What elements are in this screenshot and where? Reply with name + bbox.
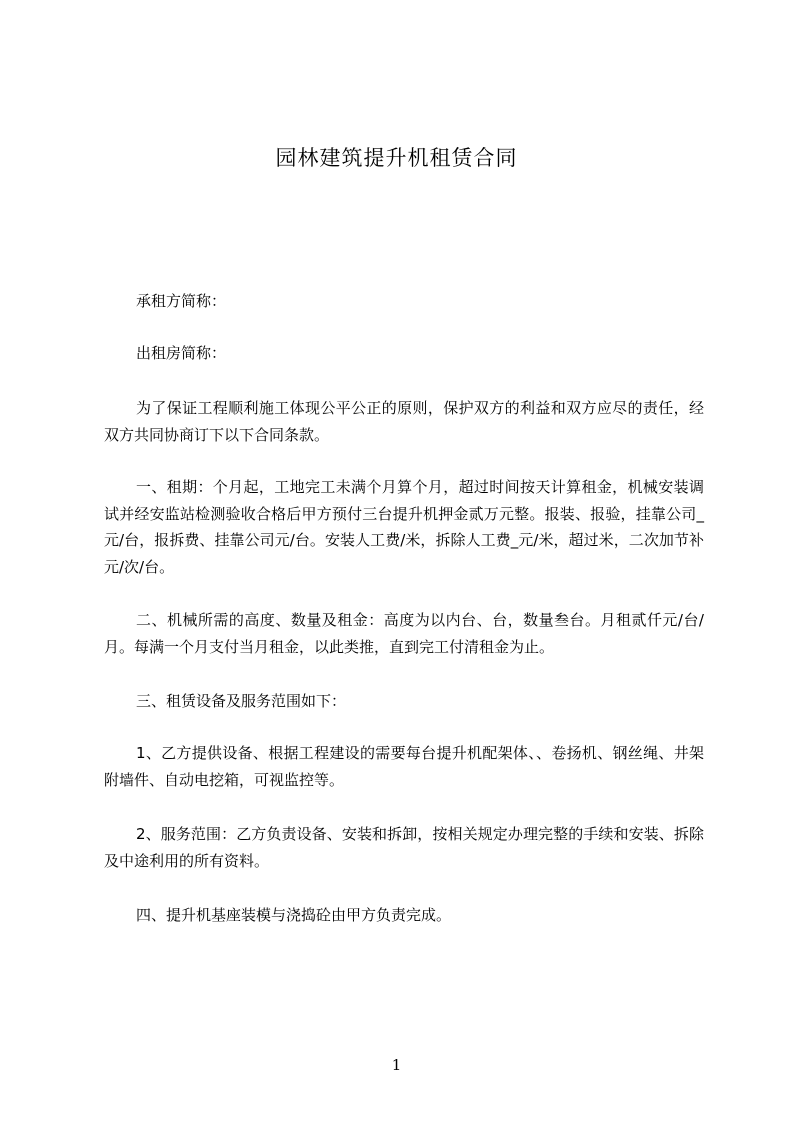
clause-height-quantity-rent: 二、机械所需的高度、数量及租金：高度为以内台、台，数量叁台。月租贰仟元/台/月。每满一个月支付当月租金，以此类推，直到完工付清租金为止。 — [104, 611, 704, 656]
lessor-line: 出租房简称： — [136, 344, 227, 362]
page-number: 1 — [391, 1056, 402, 1074]
clause-equipment-list: 1、乙方提供设备、根据工程建设的需要每台提升机配架体、、卷扬机、钢丝绳、井架附墙件、自动电挖箱，可视监控等。 — [104, 744, 704, 789]
clause-equipment-scope-heading: 三、租赁设备及服务范围如下： — [136, 692, 347, 710]
clause-service-scope: 2、服务范围：乙方负责设备、安装和拆卸，按相关规定办理完整的手续和安装、拆除及中途利用的所有资料。 — [104, 825, 704, 870]
document-title: 园林建筑提升机租赁合同 — [275, 146, 518, 170]
clause-lease-term: 一、租期：个月起，工地完工未满个月算个月，超过时间按天计算租金，机械安装调试并经安监站检测验收合格后甲方预付三台提升机押金贰万元整。报装、报验，挂靠公司_元/台，报拆费、挂靠公司元/台。安装人工费/米，拆除人工费_元/米，超过米，二次加节补元/次/台。 — [104, 478, 704, 576]
clause-foundation: 四、提升机基座装模与浇捣砼由甲方负责完成。 — [136, 906, 452, 924]
preamble-paragraph: 为了保证工程顺利施工体现公平公正的原则，保护双方的利益和双方应尽的责任，经双方共同协商订下以下合同条款。 — [104, 399, 704, 444]
lessee-line: 承租方简称： — [136, 292, 227, 310]
